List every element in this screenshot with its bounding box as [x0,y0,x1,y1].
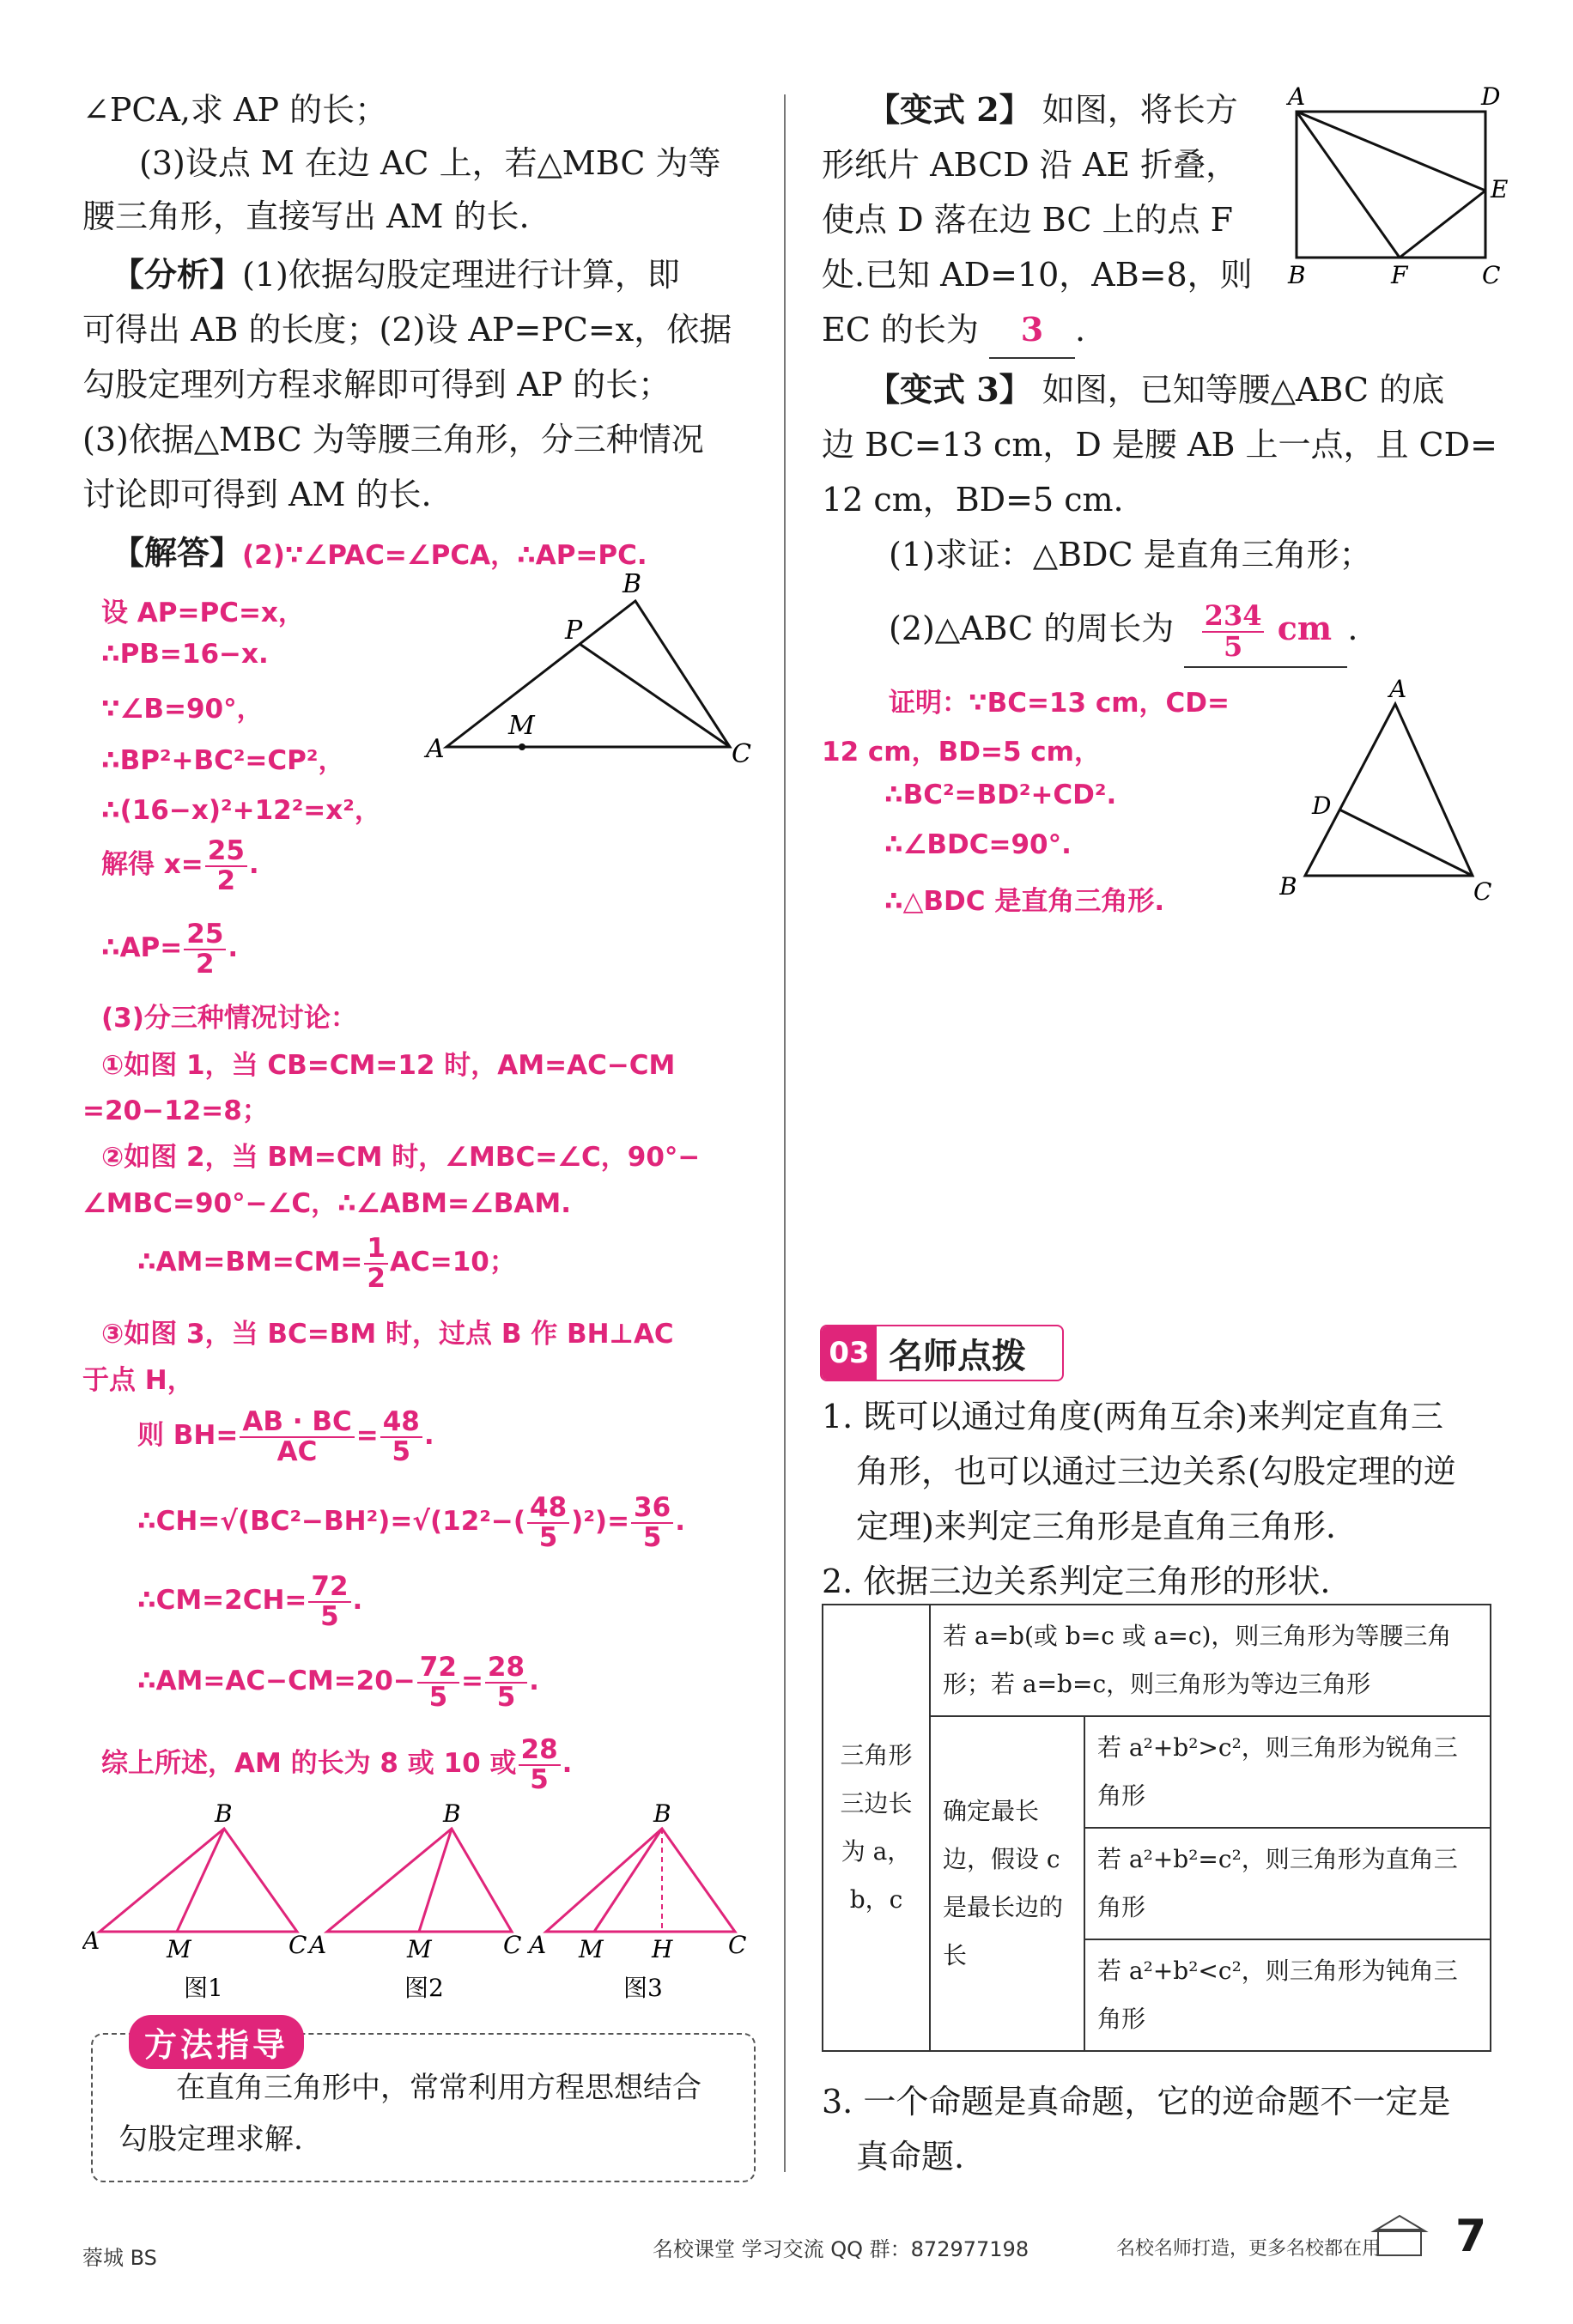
sol-s14-text: ∴AM=BM=CM= [137,1247,363,1278]
sol-s14 [137,1235,516,1292]
figure-2-caption: 图2 [404,1974,444,2002]
frac-num: 234 [1202,602,1265,633]
fraction-28-5 [485,1653,527,1711]
sol-s20-text: ∴AM=AC−CM=20− [137,1666,416,1697]
sol-s6: ∴(16−x)²+12²=x²， [101,795,381,826]
variant3-question-1: (1)求证：△BDC 是直角三角形； [889,536,1372,573]
svg-text:P: P [565,616,583,646]
variant3-line-1 [867,362,1444,417]
svg-text:A: A [1288,86,1306,111]
table-cell-obtuse: 若 a²+b²<c²，则三角形为钝角三角形 [1084,1939,1491,2051]
variant2-line-5: EC 的长为 3 . [822,302,1085,359]
variant3-text-1: 如图，已知等腰△ABC 的底 [1042,371,1445,409]
footer-right: 名校名师打造，更多名校都在用 [1116,2238,1382,2260]
svg-text:B: B [443,1803,461,1828]
variant2-text-5: EC 的长为 [822,311,979,349]
variant3-q2-text: (2)△ABC 的周长为 [889,610,1175,647]
solution-tag: 【解答】 [112,533,243,572]
sol-s20: ∴AM=AC−CM=20− $\frac{72}{5}$ = $\frac{28}{5}$ . [137,1652,539,1713]
sol-s5: ∴BP²+BC²=CP²， [101,745,345,776]
frac-num: 25 [184,920,226,950]
perimeter-unit: cm [1277,609,1333,647]
frac-den: 2 [196,948,215,980]
sol-s2: 设 AP=PC=x， [101,598,305,628]
frac-den: 5 [642,1521,662,1553]
frac-den: AC [276,1435,318,1467]
svg-text:D: D [1481,86,1501,111]
svg-text:C: C [288,1931,307,1959]
sol-s17-text: 则 BH= [137,1420,239,1452]
proof-line-5: ∴△BDC 是直角三角形. [884,886,1165,917]
sol-s4: ∵∠B=90°， [101,694,264,725]
tip-1-line-1: 1. 既可以通过角度(两角互余)来判定直角三 [822,1398,1443,1435]
fraction-72-5 [308,1573,350,1630]
sol-s17: 则 BH= $\frac{AB \cdot BC}{AC}$ = $\frac{48}{5}$ . [137,1406,434,1467]
brand-logo-icon [1370,2211,1430,2262]
frac-num: 28 [519,1736,561,1766]
svg-text:C: C [1473,877,1492,906]
variant2-line-4: 处.已知 AD=10，AB=8，则 [822,256,1253,294]
sol-s21-text: 综上所述，AM 的长为 8 或 10 或 [101,1748,517,1780]
svg-text:M: M [579,1935,604,1963]
method-line-2: 勾股定理求解. [118,2122,303,2157]
sol-s11: =20−12=8； [82,1095,269,1126]
svg-text:M: M [407,1935,432,1963]
tip-2: 2. 依据三边关系判定三角形的形状. [822,1562,1331,1600]
proof-line-4: ∴∠BDC=90°. [884,829,1072,860]
table-cell-acute: 若 a²+b²>c²，则三角形为锐角三角形 [1084,1716,1491,1828]
svg-text:A: A [82,1927,100,1955]
fraction-25-2b [184,920,226,978]
figure-3 [526,1803,746,1963]
frac-den: 5 [496,1681,516,1713]
triangle-relation-table [822,1604,1491,2052]
footer-left: 蓉城 BS [82,2246,157,2270]
rectangle-abcd-figure [1279,86,1520,292]
svg-text:A: A [1389,678,1407,703]
sol-s19: ∴CM=2CH= $\frac{72}{5}$ . [137,1571,363,1632]
analysis-line-4: (3)依据△MBC 为等腰三角形，分三种情况 [82,421,704,458]
table-cell-longest-side: 确定最长边，假设 c 是最长边的长 [930,1716,1084,2051]
sol-s8-text: ∴AP= [101,932,183,964]
svg-text:B: B [653,1803,671,1828]
sol-s18: ∴CH=√(BC²−BH²)=√(12²−( $\frac{48}{5}$ )²)= $\frac{36}{5}$ . [137,1492,685,1553]
sol-s18-text: ∴CH=√(BC²−BH²)=√(12²−( [137,1506,526,1538]
triangle-apc-figure [421,567,764,781]
frac-den: 5 [320,1600,339,1632]
footer-mid: 名校课堂 学习交流 QQ 群：872977198 [653,2237,1029,2261]
fraction-72-5b [417,1653,459,1711]
frac-den: 5 [1223,629,1243,663]
section-badge [820,1325,1064,1381]
frac-den: 5 [530,1763,549,1795]
sol-s3: ∴PB=16−x. [101,639,269,670]
method-line-1: 在直角三角形中，常常利用方程思想结合 [176,2071,701,2105]
page-number: 7 [1455,2211,1487,2262]
figures-1-2-3 [82,1803,769,2018]
fraction-abbc-ac [240,1408,354,1465]
variant2-text-1: 如图，将长方 [1042,91,1238,129]
svg-text:F: F [1391,261,1408,289]
variant2-line-2: 形纸片 ABCD 沿 AE 折叠， [822,146,1239,184]
sol-s14-post: AC=10； [390,1247,516,1278]
svg-text:D: D [1312,792,1332,820]
table-cell-sides: 三角形三边长为 a，b，c [823,1605,930,2051]
svg-text:C: C [1482,261,1501,289]
frac-den: 5 [538,1521,558,1553]
svg-text:A: A [309,1931,327,1959]
tip-1-line-2: 角形，也可以通过三边关系(勾股定理的逆 [856,1453,1456,1490]
fraction-28-5b [519,1736,561,1793]
svg-text:M: M [167,1935,191,1963]
sol-s7: 解得 x= $\frac{25}{2}$ . [101,835,259,896]
variant2-tag: 【变式 2】 [867,90,1032,129]
figure-1 [82,1803,307,1963]
perimeter-answer-blank [1184,598,1347,668]
tip-3-line-1: 3. 一个命题是真命题，它的逆命题不一定是 [822,2083,1451,2121]
frac-den: 5 [392,1435,411,1467]
proof-line-3: ∴BC²=BD²+CD². [884,780,1117,810]
variant3-line-3: 12 cm，BD=5 cm. [822,481,1124,519]
variant2-line-3: 使点 D 落在边 BC 上的点 F [822,201,1233,239]
frac-num: 28 [485,1653,527,1684]
triangle-abc-figure [1279,678,1520,910]
frac-num: 25 [205,837,247,867]
method-tag: 方法指导 [129,2015,304,2069]
svg-text:E: E [1491,175,1509,203]
sol-s13: ∠MBC=90°−∠C，∴∠ABM=∠BAM. [82,1188,571,1219]
frac-den: 2 [216,865,236,896]
sol-s8: ∴AP= $\frac{25}{2}$ . [101,919,239,980]
frac-num: AB · BC [240,1408,354,1438]
solution-text-1: (2)∵∠PAC=∠PCA，∴AP=PC. [242,540,647,571]
svg-text:C: C [732,739,751,769]
analysis-text-1: (1)依据勾股定理进行计算，即 [242,256,680,294]
svg-text:M: M [508,711,535,741]
column-divider [784,94,786,2172]
variant3-line-2: 边 BC=13 cm，D 是腰 AB 上一点，且 CD= [822,426,1497,464]
svg-text:B: B [215,1803,233,1828]
svg-text:A: A [529,1931,547,1959]
fraction-36-5 [631,1494,673,1551]
sol-s10: ①如图 1，当 CB=CM=12 时，AM=AC−CM [101,1050,676,1081]
figure-2 [307,1803,521,1963]
ec-answer-blank: 3 [989,302,1075,359]
tip-3-line-2: 真命题. [856,2138,965,2175]
analysis-line-3: 勾股定理列方程求解即可得到 AP 的长； [82,366,671,404]
perimeter-fraction [1202,598,1265,663]
sol-s15: ③如图 3，当 BC=BM 时，过点 B 作 BH⊥AC [101,1319,674,1350]
figure-1-caption: 图1 [184,1974,223,2002]
svg-text:C: C [503,1931,522,1959]
variant3-question-2: (2)△ABC 的周长为 $\frac{234}{5}$ cm . [889,601,1357,668]
frac-num: 1 [364,1235,388,1265]
fraction-1-2 [364,1235,388,1292]
frac-num: 48 [527,1494,569,1524]
sol-s19-text: ∴CM=2CH= [137,1585,307,1617]
frac-den: 5 [428,1681,448,1713]
proof-line-2: 12 cm，BD=5 cm， [822,737,1101,768]
left-line-2: (3)设点 M 在边 AC 上，若△MBC 为等 [139,144,721,182]
frac-num: 72 [417,1653,459,1684]
sol-s18-mid: )²)= [571,1506,630,1538]
svg-text:H: H [652,1935,673,1963]
table-cell-isosceles: 若 a=b(或 b=c 或 a=c)，则三角形为等腰三角形；若 a=b=c，则三角形为等边三角形 [930,1605,1491,1716]
variant3-tag: 【变式 3】 [867,370,1032,409]
sol-s7-text: 解得 x= [101,849,203,881]
fraction-48-5b [527,1494,569,1551]
figure-3-caption: 图3 [623,1974,663,2002]
analysis-line-2: 可得出 AB 的长度；(2)设 AP=PC=x，依据 [82,311,732,349]
proof-line-1: 证明：∵BC=13 cm，CD= [889,688,1230,719]
sol-s21: 综上所述，AM 的长为 8 或 10 或 $\frac{28}{5}$ . [101,1734,573,1795]
analysis-line-1 [112,247,680,302]
fraction-25-2 [205,837,247,895]
svg-text:B: B [1288,261,1306,289]
analysis-line-5: 讨论即可得到 AM 的长. [82,476,432,513]
analysis-tag: 【分析】 [112,255,243,294]
frac-num: 72 [308,1573,350,1603]
section-number: 03 [822,1326,877,1380]
fraction-48-5 [380,1408,422,1465]
section-title: 名师点拨 [889,1336,1026,1376]
svg-text:C: C [728,1931,747,1959]
table-cell-right: 若 a²+b²=c²，则三角形为直角三角形 [1084,1828,1491,1939]
frac-den: 2 [367,1262,386,1294]
sol-s16: 于点 H， [82,1365,194,1396]
frac-num: 36 [631,1494,673,1524]
tip-1-line-3: 定理)来判定三角形是直角三角形. [856,1508,1336,1545]
left-line-1: ∠PCA,求 AP 的长； [82,91,388,129]
variant2-line-1 [867,82,1238,137]
sol-s9: (3)分三种情况讨论： [101,1003,357,1034]
frac-num: 48 [380,1408,422,1438]
left-line-3: 腰三角形，直接写出 AM 的长. [82,197,530,235]
svg-text:B: B [1279,872,1297,901]
svg-text:B: B [623,569,642,599]
sol-s12: ②如图 2，当 BM=CM 时，∠MBC=∠C，90°− [101,1142,701,1173]
svg-text:A: A [426,734,445,764]
